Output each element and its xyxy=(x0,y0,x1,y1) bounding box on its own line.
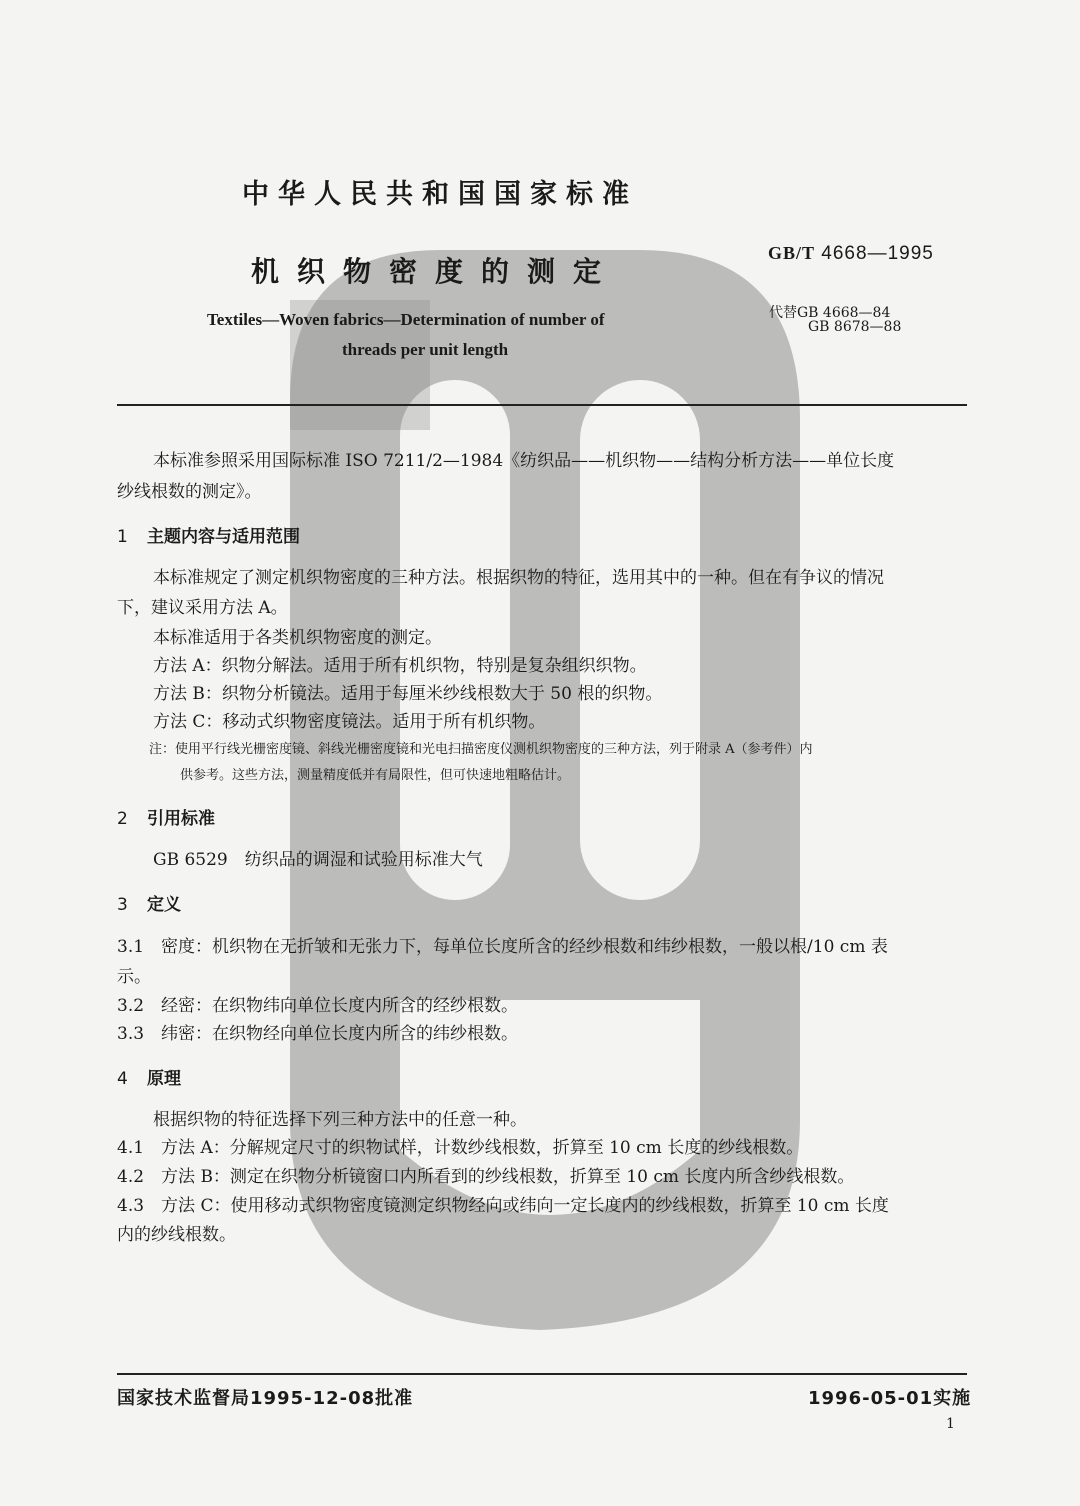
principle-4-2: 4.2 方法 B：测定在织物分析镜窗口内所看到的纱线根数，折算至 10 cm 长度内所含纱线根数。 xyxy=(117,1167,855,1187)
definition-3-2: 3.2 经密：在织物纬向单位长度内所含的经纱根数。 xyxy=(117,996,519,1016)
section-heading-3 xyxy=(117,890,181,915)
section-heading-1 xyxy=(117,522,300,547)
section-number: 3 xyxy=(117,895,128,915)
national-standard-heading: 中华人民共和国国家标准 xyxy=(242,179,638,210)
section-title: 定义 xyxy=(147,895,181,915)
principle-4-3-line1: 4.3 方法 C：使用移动式织物密度镜测定织物经向或纬向一定长度内的纱线根数，折算至 10 cm 长度 xyxy=(117,1196,889,1216)
note-line2: 供参考。这些方法，测量精度低并有局限性，但可快速地粗略估计。 xyxy=(180,768,571,783)
section-heading-2 xyxy=(117,804,215,829)
footer-divider xyxy=(117,1373,967,1375)
method-c: 方法 C：移动式织物密度镜法。适用于所有机织物。 xyxy=(153,712,546,732)
section-number: 2 xyxy=(117,809,128,829)
english-title-line2: threads per unit length xyxy=(342,340,509,359)
section-title: 主题内容与适用范围 xyxy=(147,527,300,547)
s1-para1-line2: 下，建议采用方法 A。 xyxy=(117,598,288,618)
section-number: 1 xyxy=(117,527,128,547)
principle-intro: 根据织物的特征选择下列三种方法中的任意一种。 xyxy=(153,1110,527,1130)
section-heading-4 xyxy=(117,1064,181,1089)
standard-code-number: 4668—1995 xyxy=(821,243,934,264)
definition-3-1-line1: 3.1 密度：机织物在无折皱和无张力下，每单位长度所含的经纱根数和纬纱根数，一般以根/10 cm 表 xyxy=(117,937,888,957)
definition-3-3: 3.3 纬密：在织物经向单位长度内所含的纬纱根数。 xyxy=(117,1024,519,1044)
replaces-line1: 代替GB 4668—84 xyxy=(769,305,891,321)
approval-date: 国家技术监督局1995-12-08批准 xyxy=(117,1388,414,1409)
s1-para2: 本标准适用于各类机织物密度的测定。 xyxy=(153,628,442,648)
implementation-date: 1996-05-01实施 xyxy=(808,1388,972,1409)
definition-3-1-line2: 示。 xyxy=(117,967,151,987)
replaces-line2: GB 8678—88 xyxy=(808,319,902,335)
header-divider xyxy=(117,404,967,406)
principle-4-3-line2: 内的纱线根数。 xyxy=(117,1225,236,1245)
section-title: 引用标准 xyxy=(147,809,215,829)
standard-code xyxy=(768,243,934,265)
section-number: 4 xyxy=(117,1069,128,1089)
principle-4-1: 4.1 方法 A：分解规定尺寸的织物试样，计数纱线根数，折算至 10 cm 长度的纱线根数。 xyxy=(117,1138,804,1158)
intro-line1: 本标准参照采用国际标准 ISO 7211/2—1984《纺织品——机织物——结构分析方法——单位长度 xyxy=(153,451,895,471)
method-b: 方法 B：织物分析镜法。适用于每厘米纱线根数大于 50 根的织物。 xyxy=(153,684,663,704)
method-a: 方法 A：织物分解法。适用于所有机织物，特别是复杂组织织物。 xyxy=(153,656,647,676)
section-title: 原理 xyxy=(147,1069,181,1089)
document-title: 机织物密度的测定 xyxy=(250,255,619,288)
page-number: 1 xyxy=(946,1416,955,1432)
reference-standard: GB 6529 纺织品的调湿和试验用标准大气 xyxy=(153,850,483,870)
intro-line2: 纱线根数的测定》。 xyxy=(117,482,262,502)
note-line1: 注：使用平行线光栅密度镜、斜线光栅密度镜和光电扫描密度仪测机织物密度的三种方法，列于附录 A（参考件）内 xyxy=(149,742,813,757)
s1-para1-line1: 本标准规定了测定机织物密度的三种方法。根据织物的特征，选用其中的一种。但在有争议的情况 xyxy=(153,568,884,588)
standard-code-prefix: GB/T xyxy=(768,243,816,263)
english-title-line1: Textiles—Woven fabrics—Determination of number of xyxy=(207,310,605,329)
